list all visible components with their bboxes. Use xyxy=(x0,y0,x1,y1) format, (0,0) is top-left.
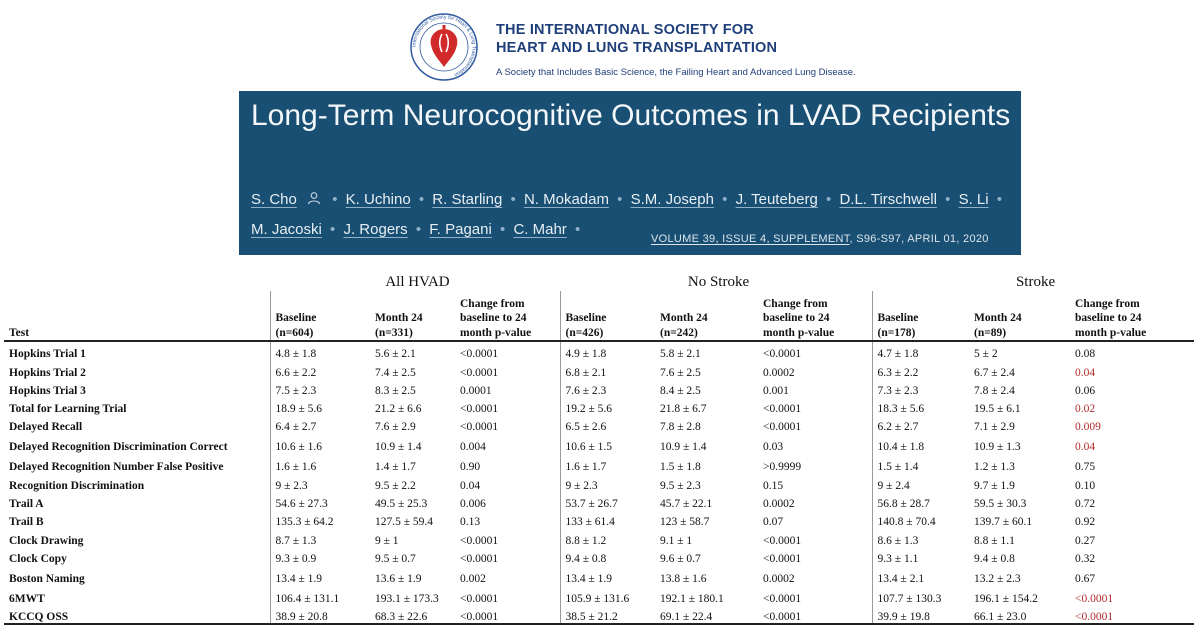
article-banner xyxy=(239,91,1021,255)
value-cell: 9.5 ± 0.7 xyxy=(375,552,416,565)
value-cell: 39.9 ± 19.8 xyxy=(872,605,969,624)
citation xyxy=(651,233,989,245)
author-link[interactable]: F. Pagani xyxy=(429,221,492,238)
p-value-cell: <0.0001 xyxy=(758,605,872,624)
society-name-line2: HEART AND LUNG TRANSPLANTATION xyxy=(496,40,778,56)
value-cell: 9.5 ± 2.2 xyxy=(375,479,416,492)
table-row xyxy=(4,415,1194,433)
value-cell: 9 ± 2.3 xyxy=(560,473,655,491)
test-name-cell: Delayed Recall xyxy=(9,421,83,434)
p-value-cell: 0.04 xyxy=(460,479,481,492)
value-cell: 49.5 ± 25.3 xyxy=(375,498,428,511)
value-cell: 4.9 ± 1.8 xyxy=(560,341,655,360)
value-cell: 6.3 ± 2.2 xyxy=(872,360,969,378)
column-header: Change from baseline to 24 month p-value xyxy=(758,291,872,341)
author-link[interactable]: S.M. Joseph xyxy=(630,191,714,208)
column-header-row xyxy=(4,291,1194,341)
p-value-cell: 0.04 xyxy=(1075,366,1096,379)
column-header: Baseline (n=178) xyxy=(872,291,969,341)
value-cell: 66.1 ± 23.0 xyxy=(969,605,1070,624)
column-header: Month 24 (n=331) xyxy=(370,291,455,341)
value-cell: 8.4 ± 2.5 xyxy=(660,384,701,397)
author-link[interactable]: J. Teuteberg xyxy=(735,191,818,208)
test-name-cell: Clock Copy xyxy=(9,552,67,565)
value-cell: 9.6 ± 0.7 xyxy=(660,552,701,565)
article-title: Long-Term Neurocognitive Outcomes in LVAD Recipients xyxy=(251,99,1011,132)
p-value-cell: <0.0001 xyxy=(1075,592,1114,605)
p-value-cell: <0.0001 xyxy=(763,421,802,434)
citation-pages-date: , S96-S97, APRIL 01, 2020 xyxy=(849,233,989,245)
value-cell: 13.6 ± 1.9 xyxy=(375,572,422,585)
p-value-cell: 0.92 xyxy=(1075,516,1096,529)
p-value-cell: 0.90 xyxy=(460,461,481,474)
value-cell: 8.8 ± 1.2 xyxy=(560,528,655,546)
value-cell: 10.9 ± 1.4 xyxy=(375,441,422,454)
value-cell: 7.8 ± 2.4 xyxy=(974,384,1015,397)
p-value-cell: 0.0002 xyxy=(763,366,795,379)
p-value-cell: 0.72 xyxy=(1075,498,1096,511)
p-value-cell: 0.02 xyxy=(1075,403,1096,416)
p-value-cell: 0.0001 xyxy=(460,384,492,397)
author-link[interactable]: S. Cho xyxy=(251,191,297,208)
value-cell: 38.5 ± 21.2 xyxy=(560,605,655,624)
value-cell: 127.5 ± 59.4 xyxy=(375,516,434,529)
separator-dot: • xyxy=(330,221,336,238)
value-cell: 6.7 ± 2.4 xyxy=(974,366,1015,379)
group-header: Stroke xyxy=(1015,274,1056,290)
p-value-cell: 0.06 xyxy=(1075,384,1096,397)
value-cell: 13.4 ± 2.1 xyxy=(872,565,969,585)
value-cell: 140.8 ± 70.4 xyxy=(872,510,969,528)
separator-dot: • xyxy=(415,221,422,238)
value-cell: 9.4 ± 0.8 xyxy=(974,552,1015,565)
p-value-cell: <0.0001 xyxy=(763,534,802,547)
value-cell: 10.9 ± 1.3 xyxy=(974,441,1021,454)
column-header: Baseline (n=426) xyxy=(560,291,655,341)
value-cell: 19.2 ± 5.6 xyxy=(560,397,655,415)
p-value-cell: 0.13 xyxy=(460,516,481,529)
value-cell: 10.4 ± 1.8 xyxy=(872,433,969,453)
value-cell: 7.6 ± 2.5 xyxy=(660,366,701,379)
authors-row-2 xyxy=(251,221,584,238)
p-value-cell: 0.32 xyxy=(1075,552,1096,565)
p-value-cell: 0.15 xyxy=(763,479,784,492)
table-row xyxy=(4,565,1194,585)
value-cell: 4.7 ± 1.8 xyxy=(872,341,969,360)
p-value-cell: 0.03 xyxy=(763,441,784,454)
author-link[interactable]: K. Uchino xyxy=(345,191,411,208)
value-cell: 9.3 ± 0.9 xyxy=(270,547,370,565)
value-cell: 6.2 ± 2.7 xyxy=(872,415,969,433)
value-cell: 13.2 ± 2.3 xyxy=(974,572,1021,585)
value-cell: 9.5 ± 2.3 xyxy=(660,479,701,492)
p-value-cell: 0.004 xyxy=(460,441,486,454)
p-value-cell: 0.07 xyxy=(763,516,784,529)
seal-text: International Society for Heart & Lung Transplantation xyxy=(411,14,477,78)
volume-link[interactable]: VOLUME 39, ISSUE 4, SUPPLEMENT xyxy=(651,233,850,245)
value-cell: 10.9 ± 1.4 xyxy=(660,441,707,454)
value-cell: 59.5 ± 30.3 xyxy=(974,498,1027,511)
p-value-cell: <0.0001 xyxy=(460,403,499,416)
p-value-cell: 0.67 xyxy=(1075,572,1096,585)
society-header xyxy=(409,12,856,82)
p-value-cell: 0.27 xyxy=(1075,534,1096,547)
value-cell: 133 ± 61.4 xyxy=(560,510,655,528)
value-cell: 1.5 ± 1.4 xyxy=(872,453,969,473)
value-cell: 53.7 ± 26.7 xyxy=(560,492,655,510)
value-cell: 56.8 ± 28.7 xyxy=(872,492,969,510)
value-cell: 21.2 ± 6.6 xyxy=(375,403,422,416)
p-value-cell: <0.0001 xyxy=(763,403,802,416)
group-header: No Stroke xyxy=(687,274,750,290)
test-name-cell: Hopkins Trial 2 xyxy=(9,366,86,379)
test-name-cell: Delayed Recognition Number False Positive xyxy=(9,461,224,474)
person-icon xyxy=(307,191,321,205)
column-header: Month 24 (n=242) xyxy=(655,291,758,341)
value-cell: 8.3 ± 2.5 xyxy=(375,384,416,397)
value-cell: 9 ± 1 xyxy=(375,534,399,547)
value-cell: 13.4 ± 1.9 xyxy=(270,565,370,585)
test-name-cell: Delayed Recognition Discrimination Correct xyxy=(9,441,228,454)
p-value-cell: 0.009 xyxy=(1075,421,1101,434)
test-name-cell: Total for Learning Trial xyxy=(9,403,127,416)
value-cell: 8.6 ± 1.3 xyxy=(872,528,969,546)
p-value-cell: 0.75 xyxy=(1075,461,1096,474)
test-column-header: Test xyxy=(4,291,270,341)
column-header: Change from baseline to 24 month p-value xyxy=(1070,291,1194,341)
value-cell: 1.5 ± 1.8 xyxy=(660,461,701,474)
value-cell: 54.6 ± 27.3 xyxy=(270,492,370,510)
table-row xyxy=(4,341,1194,360)
column-header: Month 24 (n=89) xyxy=(969,291,1070,341)
value-cell: 18.9 ± 5.6 xyxy=(270,397,370,415)
p-value-cell: 0.0002 xyxy=(763,498,795,511)
value-cell: 4.8 ± 1.8 xyxy=(270,341,370,360)
table-row xyxy=(4,379,1194,397)
column-header: Change from baseline to 24 month p-value xyxy=(455,291,560,341)
test-name-cell: Recognition Discrimination xyxy=(9,479,145,492)
value-cell: 7.5 ± 2.3 xyxy=(270,379,370,397)
author-link[interactable]: J. Rogers xyxy=(343,221,408,238)
value-cell: 68.3 ± 22.6 xyxy=(370,605,455,624)
results-table xyxy=(4,270,1194,625)
separator-dot: • xyxy=(500,221,506,238)
p-value-cell: 0.04 xyxy=(1075,441,1096,454)
group-header: All HVAD xyxy=(385,274,450,290)
value-cell: 9.4 ± 0.8 xyxy=(560,547,655,565)
table-row xyxy=(4,453,1194,473)
test-name-cell: Trail A xyxy=(9,498,44,511)
author-link[interactable]: N. Mokadam xyxy=(523,191,609,208)
p-value-cell: 0.10 xyxy=(1075,479,1096,492)
author-link[interactable]: S. Li xyxy=(958,191,989,208)
p-value-cell: 0.002 xyxy=(460,572,486,585)
p-value-cell: 0.0002 xyxy=(763,572,795,585)
p-value-cell: 0.006 xyxy=(460,498,486,511)
test-name-cell: Clock Drawing xyxy=(9,534,84,547)
value-cell: 7.3 ± 2.3 xyxy=(872,379,969,397)
separator-dot: • xyxy=(945,191,951,208)
author-link[interactable]: C. Mahr xyxy=(513,221,567,238)
test-name-cell: 6MWT xyxy=(9,592,45,605)
value-cell: 19.5 ± 6.1 xyxy=(974,403,1021,416)
value-cell: 5 ± 2 xyxy=(974,348,998,361)
separator-dot: • xyxy=(510,191,516,208)
value-cell: 1.6 ± 1.7 xyxy=(560,453,655,473)
value-cell: 45.7 ± 22.1 xyxy=(660,498,713,511)
table-row xyxy=(4,605,1194,624)
value-cell: 69.1 ± 22.4 xyxy=(655,605,758,624)
p-value-cell: >0.9999 xyxy=(763,461,802,474)
table-body xyxy=(4,341,1194,624)
separator-dot: • xyxy=(826,191,832,208)
group-header-row xyxy=(4,270,1194,291)
value-cell: 1.2 ± 1.3 xyxy=(974,461,1015,474)
separator-dot: • xyxy=(617,191,623,208)
value-cell: 123 ± 58.7 xyxy=(660,516,710,529)
p-value-cell: <0.0001 xyxy=(460,366,499,379)
value-cell: 21.8 ± 6.7 xyxy=(660,403,707,416)
society-tagline: A Society that Includes Basic Science, the Failing Heart and Advanced Lung Disease. xyxy=(496,67,856,78)
value-cell: 106.4 ± 131.1 xyxy=(270,585,370,605)
value-cell: 10.6 ± 1.5 xyxy=(560,433,655,453)
value-cell: 9.1 ± 1 xyxy=(660,534,693,547)
value-cell: 8.8 ± 1.1 xyxy=(974,534,1015,547)
p-value-cell: <0.0001 xyxy=(460,534,499,547)
separator-dot: • xyxy=(996,191,1003,208)
value-cell: 7.6 ± 2.9 xyxy=(375,421,416,434)
value-cell: 107.7 ± 130.3 xyxy=(872,585,969,605)
society-name-line1: THE INTERNATIONAL SOCIETY FOR xyxy=(496,22,754,38)
value-cell: 135.3 ± 64.2 xyxy=(270,510,370,528)
value-cell: 9.7 ± 1.9 xyxy=(974,479,1015,492)
author-link[interactable]: M. Jacoski xyxy=(251,221,322,238)
test-name-cell: Boston Naming xyxy=(9,572,85,585)
author-link[interactable]: R. Starling xyxy=(432,191,503,208)
value-cell: 10.6 ± 1.6 xyxy=(270,433,370,453)
p-value-cell: <0.0001 xyxy=(763,592,802,605)
p-value-cell: <0.0001 xyxy=(460,348,499,361)
separator-dot: • xyxy=(418,191,425,208)
value-cell: 18.3 ± 5.6 xyxy=(872,397,969,415)
table-row xyxy=(4,528,1194,546)
value-cell: 6.4 ± 2.7 xyxy=(270,415,370,433)
separator-dot: • xyxy=(722,191,728,208)
value-cell: 8.7 ± 1.3 xyxy=(270,528,370,546)
p-value-cell: <0.0001 xyxy=(460,421,499,434)
value-cell: 13.8 ± 1.6 xyxy=(660,572,707,585)
value-cell: 7.1 ± 2.9 xyxy=(974,421,1015,434)
value-cell: 139.7 ± 60.1 xyxy=(974,516,1033,529)
separator-dot: • xyxy=(574,221,581,238)
p-value-cell: <0.0001 xyxy=(460,552,499,565)
separator-dot: • xyxy=(332,191,338,208)
value-cell: 9.3 ± 1.1 xyxy=(872,547,969,565)
p-value-cell: 0.08 xyxy=(1075,348,1096,361)
value-cell: 193.1 ± 173.3 xyxy=(375,592,439,605)
table-row xyxy=(4,585,1194,605)
table-row xyxy=(4,397,1194,415)
value-cell: 6.5 ± 2.6 xyxy=(560,415,655,433)
author-link[interactable]: D.L. Tirschwell xyxy=(839,191,937,208)
value-cell: 196.1 ± 154.2 xyxy=(974,592,1038,605)
value-cell: 192.1 ± 180.1 xyxy=(660,592,724,605)
table-row xyxy=(4,492,1194,510)
p-value-cell: 0.001 xyxy=(763,384,789,397)
p-value-cell: <0.0001 xyxy=(763,552,802,565)
value-cell: 7.4 ± 2.5 xyxy=(375,366,416,379)
test-name-cell: Hopkins Trial 3 xyxy=(9,384,86,397)
value-cell: 9 ± 2.4 xyxy=(872,473,969,491)
value-cell: 6.6 ± 2.2 xyxy=(270,360,370,378)
value-cell: 13.4 ± 1.9 xyxy=(560,565,655,585)
value-cell: 5.6 ± 2.1 xyxy=(375,348,416,361)
value-cell: 1.4 ± 1.7 xyxy=(375,461,416,474)
value-cell: 7.6 ± 2.3 xyxy=(560,379,655,397)
test-name-cell: KCCQ OSS xyxy=(4,605,270,624)
value-cell: 6.8 ± 2.1 xyxy=(560,360,655,378)
value-cell: 9 ± 2.3 xyxy=(270,473,370,491)
value-cell: 7.8 ± 2.8 xyxy=(660,421,701,434)
test-name-cell: Trail B xyxy=(9,516,44,529)
test-name-cell: Hopkins Trial 1 xyxy=(9,348,86,361)
table-row xyxy=(4,510,1194,528)
society-seal-logo xyxy=(409,12,479,82)
p-value-cell: <0.0001 xyxy=(1070,605,1194,624)
value-cell: 38.9 ± 20.8 xyxy=(270,605,370,624)
table-row xyxy=(4,547,1194,565)
column-header: Baseline (n=604) xyxy=(270,291,370,341)
value-cell: 105.9 ± 131.6 xyxy=(560,585,655,605)
p-value-cell: <0.0001 xyxy=(460,592,499,605)
table-row xyxy=(4,360,1194,378)
p-value-cell: <0.0001 xyxy=(763,348,802,361)
value-cell: 5.8 ± 2.1 xyxy=(660,348,701,361)
value-cell: 1.6 ± 1.6 xyxy=(270,453,370,473)
authors-row-1 xyxy=(251,191,1006,208)
table-row xyxy=(4,473,1194,491)
table-row xyxy=(4,433,1194,453)
p-value-cell: <0.0001 xyxy=(455,605,560,624)
